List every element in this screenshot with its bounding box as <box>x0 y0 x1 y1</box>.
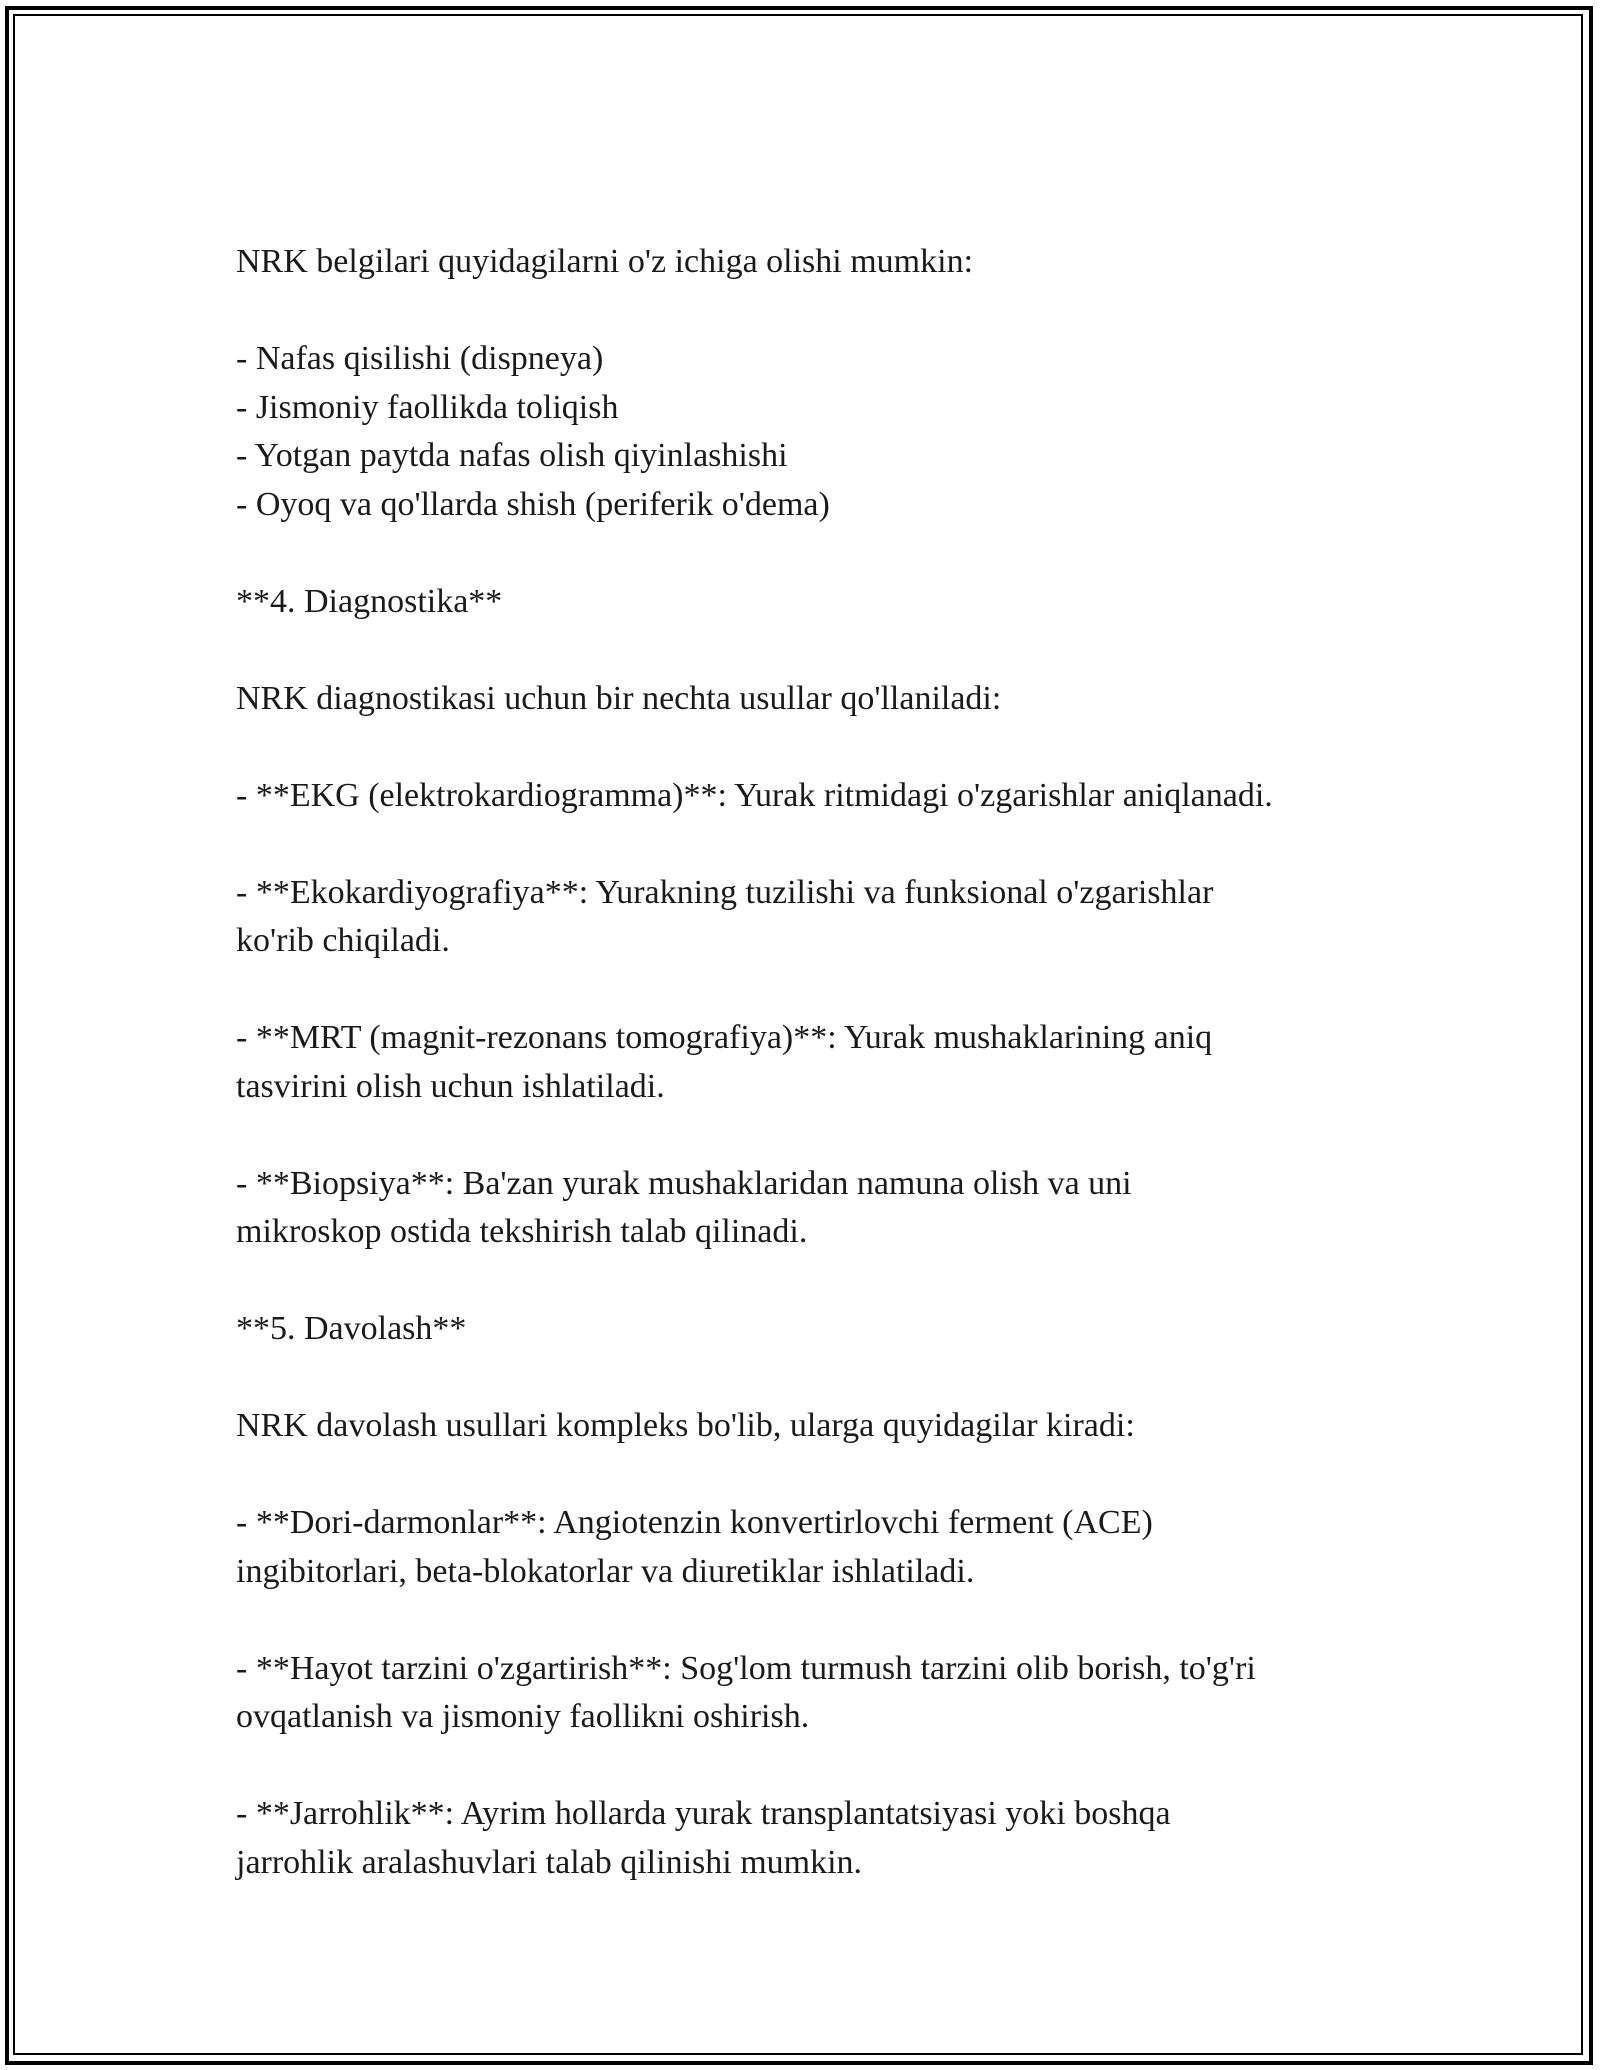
spacer <box>236 723 1426 772</box>
symptom-item: - Jismoniy faollikda toliqish <box>236 388 619 426</box>
diagnostic-item: - **Ekokardiyografiya**: Yurakning tuzilishi va funksional o'zgarishlar <box>236 873 1214 911</box>
treatment-item: - **Jarrohlik**: Ayrim hollarda yurak transplantatsiyasi yoki boshqa <box>236 1795 1171 1832</box>
diagnostic-item-continuation: ko'rib chiqiladi. <box>236 922 450 959</box>
diagnostic-item-continuation: mikroskop ostida tekshirish talab qilinadi. <box>236 1213 808 1250</box>
spacer <box>236 1451 1426 1500</box>
section-heading-diagnostika: **4. Diagnostika** <box>236 582 503 620</box>
spacer <box>236 1111 1426 1160</box>
treatment-item-continuation: ingibitorlari, beta-blokatorlar va diuretiklar ishlatiladi. <box>236 1552 975 1590</box>
diagnostic-item: - **Biopsiya**: Ba'zan yurak mushaklaridan namuna olish va uni <box>236 1164 1132 1202</box>
spacer <box>236 626 1426 675</box>
diagnostic-item: - **EKG (elektrokardiogramma)**: Yurak ritmidagi o'zgarishlar aniqlanadi. <box>236 776 1273 814</box>
spacer <box>236 1742 1426 1791</box>
spacer <box>236 287 1426 336</box>
spacer <box>236 820 1426 869</box>
treatment-item-continuation: jarrohlik aralashuvlari talab qilinishi mumkin. <box>236 1843 863 1881</box>
treatment-item: - **Dori-darmonlar**: Angiotenzin konvertirlovchi ferment (ACE) <box>236 1504 1153 1541</box>
symptom-item: - Oyoq va qo'llarda shish (periferik o'dema) <box>236 485 830 523</box>
spacer <box>236 966 1426 1015</box>
diagnostic-item: - **MRT (magnit-rezonans tomografiya)**: Yurak mushaklarining aniq <box>236 1019 1213 1056</box>
spacer <box>236 529 1426 578</box>
treatment-item-continuation: ovqatlanish va jismoniy faollikni oshirish. <box>236 1698 810 1735</box>
spacer <box>236 1257 1426 1306</box>
document-body <box>236 238 1426 1887</box>
spacer <box>236 1354 1426 1403</box>
spacer <box>236 1596 1426 1645</box>
symptom-item: - Yotgan paytda nafas olish qiyinlashishi <box>236 437 788 474</box>
section-intro-davolash: NRK davolash usullari kompleks bo'lib, ularga quyidagilar kiradi: <box>236 1407 1135 1444</box>
diagnostic-item-continuation: tasvirini olish uchun ishlatiladi. <box>236 1067 665 1105</box>
symptom-item: - Nafas qisilishi (dispneya) <box>236 340 604 377</box>
intro-text: NRK belgilari quyidagilarni o'z ichiga olishi mumkin: <box>236 243 974 280</box>
section-intro-diagnostika: NRK diagnostikasi uchun bir nechta usullar qo'llaniladi: <box>236 679 1002 717</box>
section-heading-davolash: **5. Davolash** <box>236 1310 467 1347</box>
treatment-item: - **Hayot tarzini o'zgartirish**: Sog'lom turmush tarzini olib borish, to'g'ri <box>236 1649 1256 1687</box>
